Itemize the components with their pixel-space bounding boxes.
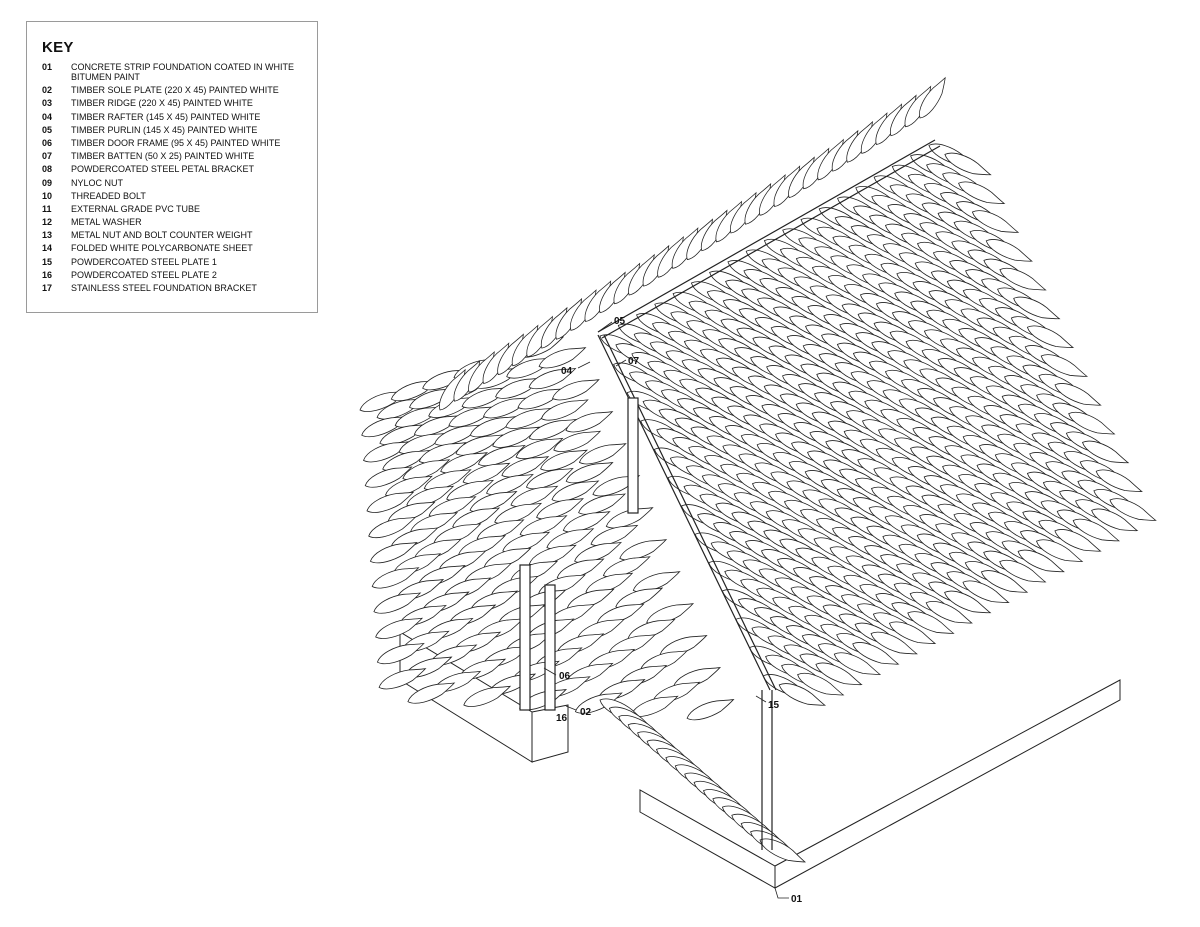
key-description: TIMBER RAFTER (145 X 45) PAINTED WHITE: [71, 111, 261, 122]
key-number: 08: [42, 164, 53, 175]
key-description: TIMBER PURLIN (145 X 45) PAINTED WHITE: [71, 124, 258, 135]
key-number: 15: [42, 256, 53, 267]
key-number: 04: [42, 111, 53, 122]
petal-shingle: [685, 693, 736, 724]
callout-04: [561, 362, 590, 377]
callout-01: [775, 888, 803, 905]
key-number: 16: [42, 269, 53, 280]
key-description: TIMBER BATTEN (50 X 25) PAINTED WHITE: [71, 151, 255, 162]
callout-06-label: 06: [559, 671, 571, 682]
key-title: KEY: [42, 39, 74, 56]
door-frame-right: [545, 585, 555, 710]
key-number: 10: [42, 190, 53, 201]
key-description: NYLOC NUT: [71, 177, 124, 188]
key-description: CONCRETE STRIP FOUNDATION COATED IN WHITE BITUMEN PAINT: [71, 62, 295, 82]
key-description: EXTERNAL GRADE PVC TUBE: [71, 203, 201, 214]
callout-07-label: 07: [628, 356, 640, 367]
door-frame-upper: [628, 398, 638, 513]
key-number: 02: [42, 85, 53, 96]
key-description: POWDERCOATED STEEL PLATE 2: [71, 269, 217, 280]
callout-02-label: 02: [580, 707, 592, 718]
key-number: 09: [42, 177, 53, 188]
key-number: 11: [42, 203, 52, 214]
callout-16: [556, 713, 568, 724]
callout-15: [756, 696, 780, 711]
key-description: POWDERCOATED STEEL PETAL BRACKET: [71, 164, 255, 175]
key-description: TIMBER SOLE PLATE (220 X 45) PAINTED WHITE: [71, 85, 279, 96]
key-number: 07: [42, 151, 53, 162]
callout-15-label: 15: [768, 700, 780, 711]
door-frame-left: [520, 565, 530, 710]
key-number: 12: [42, 217, 53, 228]
key-description: METAL WASHER: [71, 217, 142, 228]
key-number: 05: [42, 124, 53, 135]
key-number: 14: [42, 243, 53, 254]
key-number: 06: [42, 137, 53, 148]
callout-01-label: 01: [791, 894, 803, 905]
right-roof-petals: [597, 139, 1158, 711]
key-description: THREADED BOLT: [71, 190, 146, 201]
key-description: STAINLESS STEEL FOUNDATION BRACKET: [71, 283, 257, 293]
callout-16-label: 16: [556, 713, 568, 724]
key-description: FOLDED WHITE POLYCARBONATE SHEET: [71, 243, 253, 254]
key-description: METAL NUT AND BOLT COUNTER WEIGHT: [71, 230, 253, 241]
key-number: 03: [42, 98, 53, 109]
key-number: 17: [42, 283, 53, 293]
key-number: 13: [42, 230, 53, 241]
key-number: 01: [42, 62, 53, 72]
key-description: POWDERCOATED STEEL PLATE 1: [71, 256, 217, 267]
callout-04-label: 04: [561, 366, 573, 377]
key-description: TIMBER DOOR FRAME (95 X 45) PAINTED WHITE: [71, 137, 281, 148]
callout-05-label: 05: [614, 316, 626, 327]
key-description: TIMBER RIDGE (220 X 45) PAINTED WHITE: [71, 98, 253, 109]
